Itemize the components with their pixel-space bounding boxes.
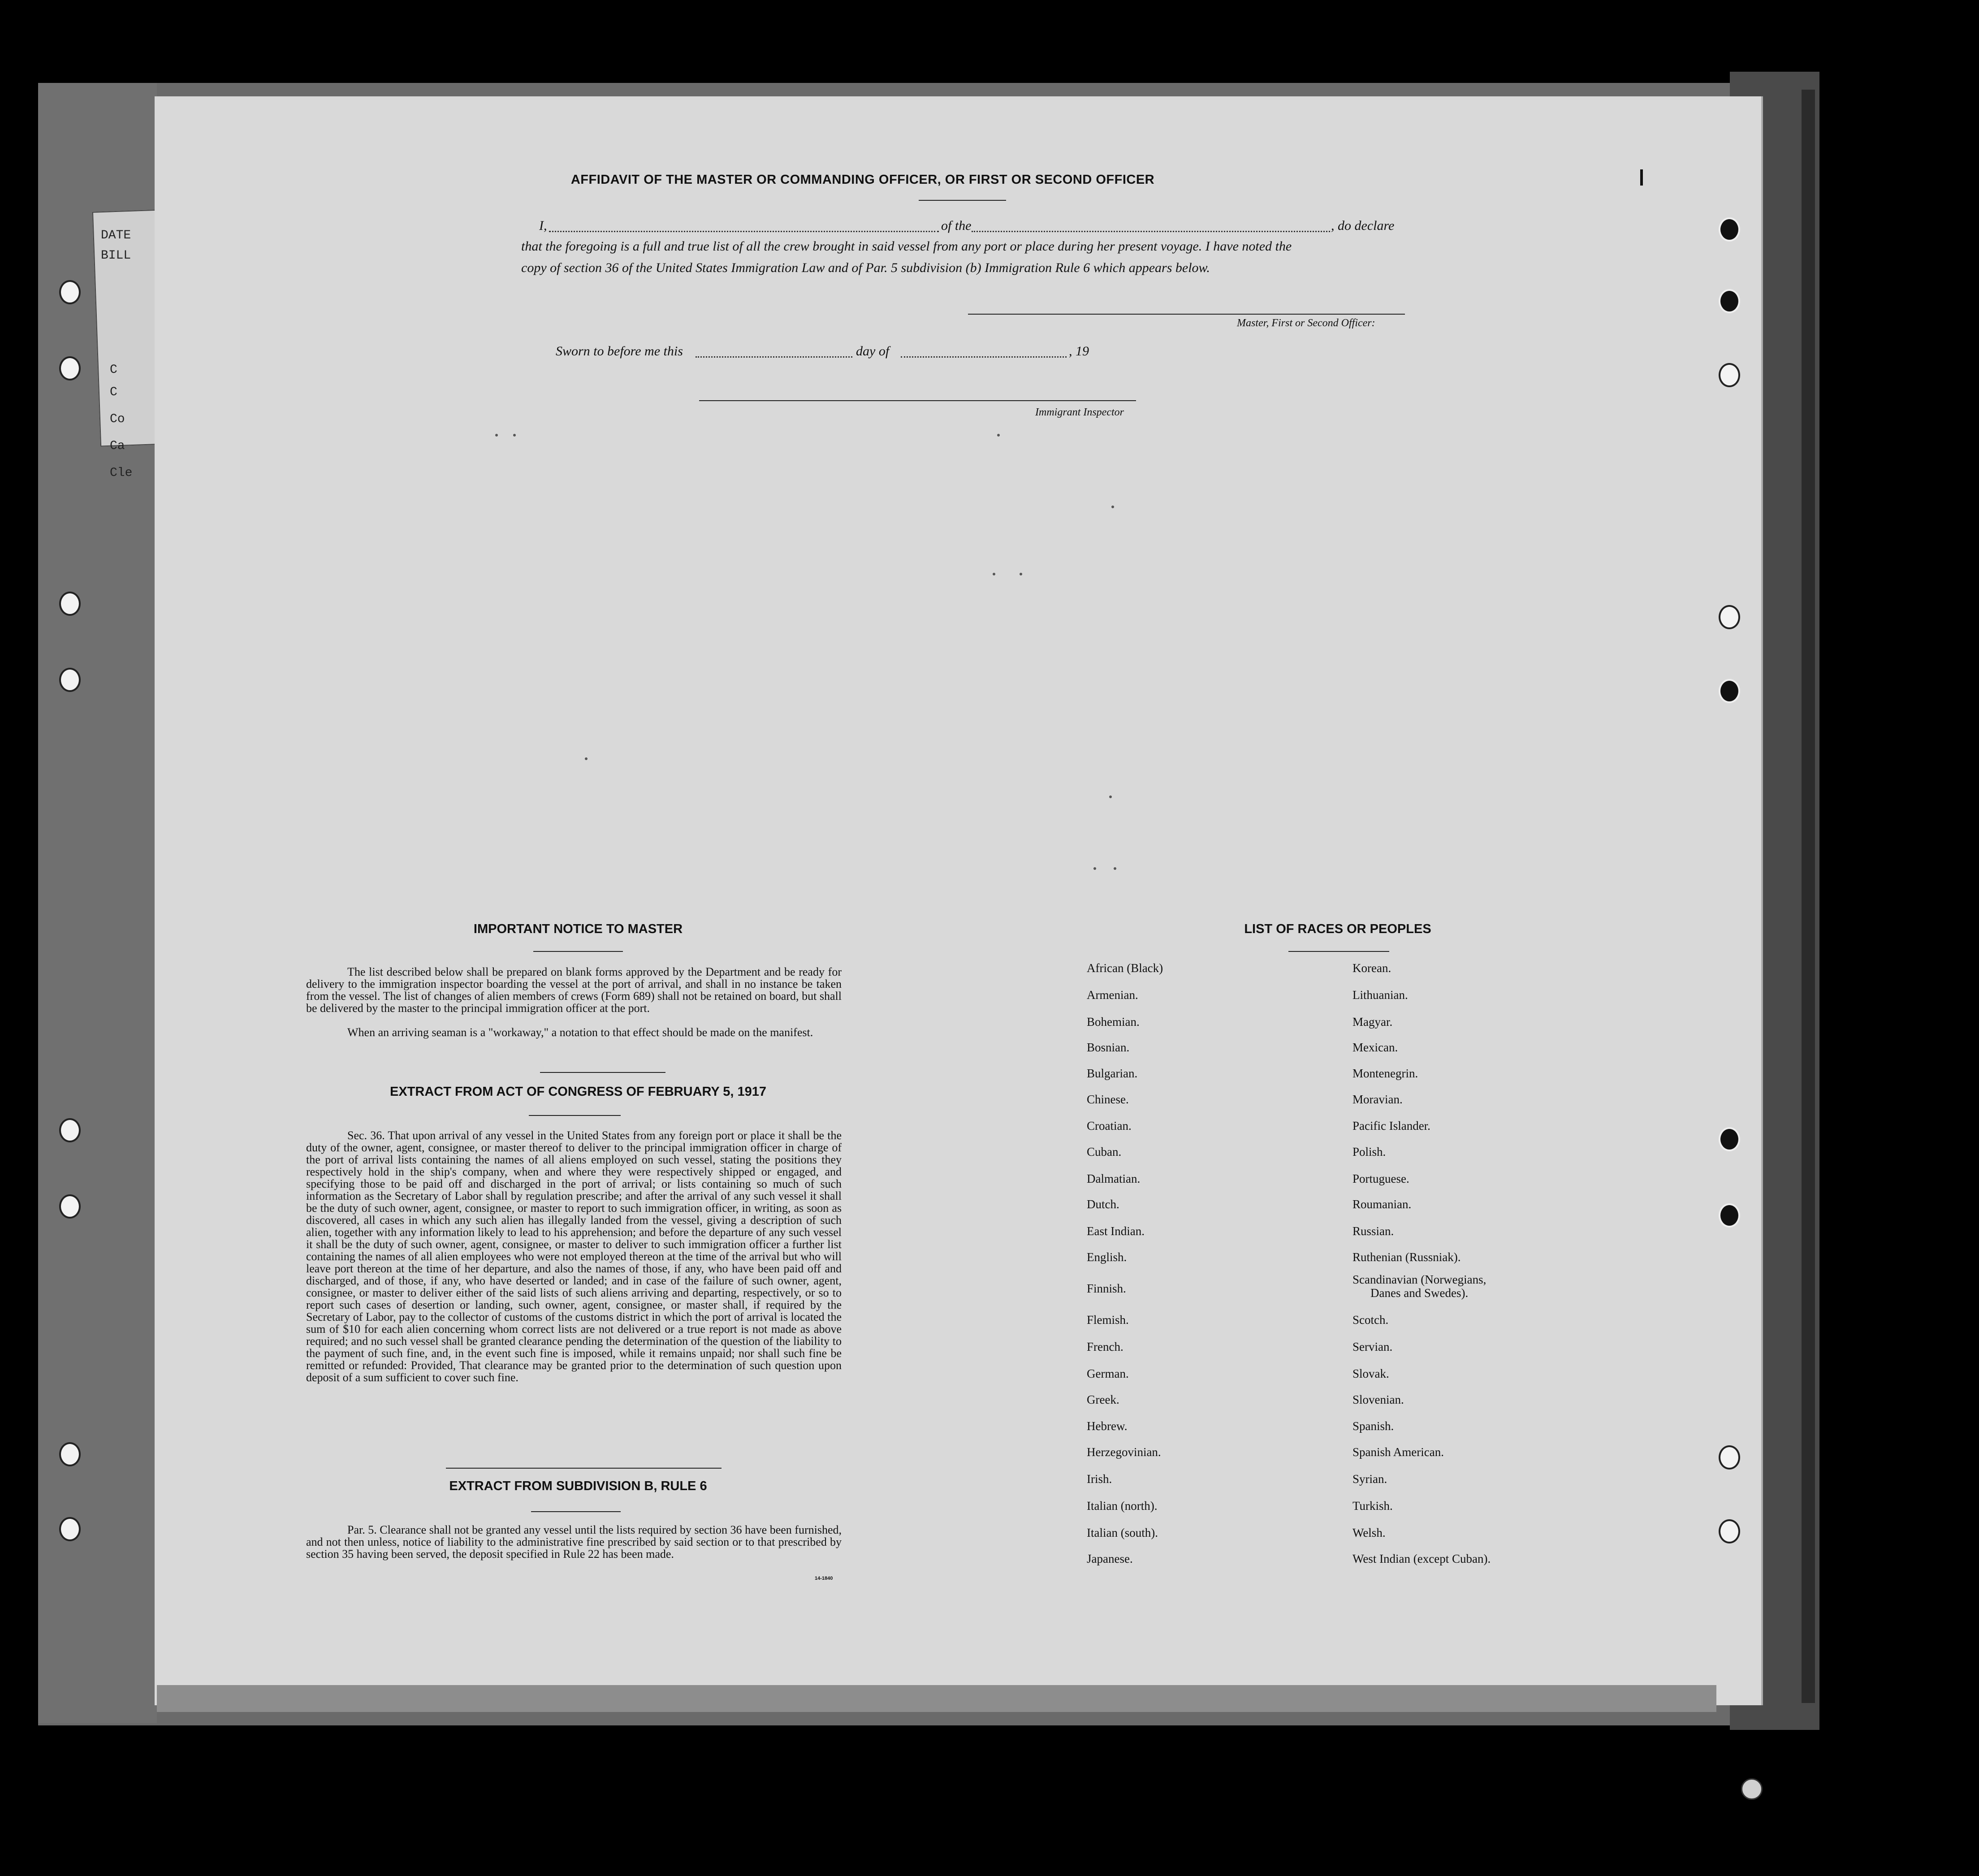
line1-of-the: of the [941, 218, 972, 233]
race-item: Turkish. [1352, 1499, 1393, 1513]
race-item: Scotch. [1352, 1313, 1389, 1327]
tab-label: BILL [101, 249, 131, 263]
race-item: Montenegrin. [1352, 1067, 1418, 1080]
race-item: English. [1087, 1250, 1127, 1264]
binder-hole [1719, 605, 1740, 629]
page-mark [1640, 169, 1643, 186]
binder-hole [59, 1118, 81, 1142]
sheet-bottom-shadow [157, 1685, 1716, 1712]
race-item: Servian. [1352, 1340, 1393, 1353]
race-item: Moravian. [1352, 1093, 1403, 1106]
tab-label: Co [110, 412, 125, 426]
binder-hole [1719, 1127, 1740, 1151]
race-item: Finnish. [1087, 1282, 1126, 1295]
bleed-mark [1109, 795, 1112, 798]
race-item: Bosnian. [1087, 1041, 1130, 1054]
act-extract-text: Sec. 36. That upon arrival of any vessel in the United States from any foreign port or place it shall be the duty of the owner, agent, consignee, or master thereof to deliver to the principal immigration officer in charge of the port of arrival lists containing the names of all aliens employed on such vessel, stating the positions they respectively hold in the ship's company, when and where they were respectively shipped or engaged, and specifying those to be paid off and discharged in the port of arrival; or lists containing so much of such information as the Secretary of Labor shall by regulation prescribe; and after the arrival of any such vessel it shall be the duty of such owner, agent, consignee, or master to report to such immigration officer, in writing, as soon as discovered, all cases in which any such alien has illegally landed from the vessel, giving a description of such alien, together with any information likely to lead to his apprehension; and before the departure of any such vessel it shall be the duty of such owner, agent, consignee, or master to deliver to such immigration officer a further list containing the names of all alien employees who were not employed thereon at the time of the arrival but who will leave port thereon at the time of her departure, and also the names of those, if any, who have been paid off and discharged, and of those, if any, who have deserted or landed; and in case of the failure of such owner, agent, consignee, or master to deliver either of the said lists of such aliens arriving and departing, respectively, or so to report such cases of desertion or landing, such owner, agent, consignee, or master shall, if required by the Secretary of Labor, pay to the collector of customs of the customs district in which the port of arrival is located the sum of $10 for each alien concerning whom correct lists are not delivered or a true report is not made as above required; and no such vessel shall be granted clearance pending the determination of the question of the liability to the payment of such fine, and, in the event such fine is imposed, while it remains unpaid; nor shall such fine be remitted or refunded: Provided, That clearance may be granted prior to the determination of such question upon deposit of a sum sufficient to cover such fine. [306, 1129, 842, 1384]
form-sheet [155, 96, 1761, 1705]
race-item: Greek. [1087, 1393, 1119, 1406]
race-item: Chinese. [1087, 1093, 1129, 1106]
race-item: Italian (north). [1087, 1499, 1158, 1513]
race-item: Armenian. [1087, 988, 1138, 1002]
race-item: African (Black) [1087, 961, 1163, 975]
notice-rule [533, 951, 623, 952]
binder-hole [59, 1194, 81, 1219]
bleed-mark [585, 757, 588, 760]
race-item: Korean. [1352, 961, 1391, 975]
section-rule [540, 1072, 665, 1073]
races-rule [1288, 951, 1389, 952]
race-item: Lithuanian. [1352, 988, 1408, 1002]
bleed-mark [1093, 867, 1096, 870]
race-item: Italian (south). [1087, 1526, 1158, 1539]
race-item: Hebrew. [1087, 1419, 1128, 1433]
race-item: Syrian. [1352, 1472, 1387, 1486]
race-item: Russian. [1352, 1224, 1394, 1238]
affidavit-line2: that the foregoing is a full and true list of all the crew brought in said vessel from any port or place during her present voyage. I have noted the [521, 239, 1292, 254]
master-signature-line[interactable] [968, 314, 1405, 315]
races-heading: LIST OF RACES OR PEOPLES [1244, 922, 1431, 936]
binder-hole [59, 1442, 81, 1466]
inspector-signature-line[interactable] [699, 400, 1136, 401]
binder-hole [59, 280, 81, 304]
affidavit-line3: copy of section 36 of the United States Immigration Law and of Par. 5 subdivision (b) Immigration Rule 6 which appears below. [521, 260, 1210, 275]
binder-hole [1719, 679, 1740, 703]
day-of-label: day of [856, 344, 890, 359]
race-item: Slovenian. [1352, 1393, 1404, 1406]
race-item: Slovak. [1352, 1367, 1389, 1380]
name-field[interactable] [549, 231, 939, 232]
bleed-mark [1114, 867, 1116, 870]
binder-hole [59, 356, 81, 380]
race-item: German. [1087, 1367, 1129, 1380]
notice-heading: IMPORTANT NOTICE TO MASTER [473, 922, 683, 936]
binder-hole [59, 668, 81, 692]
rule-extract-heading: EXTRACT FROM SUBDIVISION B, RULE 6 [449, 1479, 707, 1493]
race-item: Roumanian. [1352, 1197, 1412, 1211]
race-item: Japanese. [1087, 1552, 1133, 1565]
race-item: Scandinavian (Norwegians, [1352, 1273, 1486, 1286]
affidavit-title: AFFIDAVIT OF THE MASTER OR COMMANDING OFFICER, OR FIRST OR SECOND OFFICER [570, 173, 1155, 187]
binder-hole [59, 1517, 81, 1541]
race-item: Cuban. [1087, 1145, 1122, 1158]
sworn-month-field[interactable] [901, 356, 1067, 358]
race-item: Ruthenian (Russniak). [1352, 1250, 1461, 1264]
section-rule [446, 1468, 722, 1469]
binder-hole [1741, 1778, 1763, 1800]
race-item: Bohemian. [1087, 1015, 1140, 1029]
binder-hole [1719, 1519, 1740, 1543]
race-item: Pacific Islander. [1352, 1119, 1430, 1133]
line1-declare: , do declare [1331, 218, 1395, 233]
race-item: Polish. [1352, 1145, 1386, 1158]
binder-hole [1719, 363, 1740, 387]
bleed-mark [993, 573, 995, 575]
binder-hole [1719, 289, 1740, 313]
rule-extract-text: Par. 5. Clearance shall not be granted any vessel until the lists required by section 36 have been furnished, and not then unless, notice of liability to the administrative fine prescribed by said section or to that prescribed by section 35 having been served, the deposit specified in Rule 22 has been made. [306, 1523, 842, 1560]
binder-hole [1719, 1445, 1740, 1470]
act-rule [529, 1115, 621, 1116]
year-label: , 19 [1069, 344, 1089, 359]
race-item: Dutch. [1087, 1197, 1119, 1211]
bleed-mark [997, 434, 1000, 437]
binder-hole [59, 592, 81, 616]
bleed-mark [1020, 573, 1022, 575]
tab-label: DATE [101, 229, 131, 242]
race-item: East Indian. [1087, 1224, 1145, 1238]
tab-label: Cle [110, 466, 133, 480]
binder-hole [1719, 217, 1740, 242]
vessel-field[interactable] [972, 231, 1330, 232]
bleed-mark [495, 434, 498, 437]
race-item: Herzegovinian. [1087, 1445, 1161, 1459]
race-item: Flemish. [1087, 1313, 1129, 1327]
race-item-continuation: Danes and Swedes). [1370, 1286, 1469, 1300]
binder-hole [1719, 1203, 1740, 1228]
notice-para1: The list described below shall be prepared on blank forms approved by the Department and be ready for delivery to the immigration inspector boarding the vessel at the port of arrival, and shall in no instance be taken from the vessel. The list of changes of alien members of crews (Form 689) shall not be retained on board, but shall be delivered by the master to the principal immigration officer at the port. [306, 965, 842, 1015]
race-item: Mexican. [1352, 1041, 1398, 1054]
act-extract-heading: EXTRACT FROM ACT OF CONGRESS OF FEBRUARY 5, 1917 [389, 1085, 767, 1099]
backing-edge-shadow [1802, 90, 1815, 1703]
bleed-mark [1111, 506, 1114, 508]
race-item: Magyar. [1352, 1015, 1393, 1029]
line1-i: I, [539, 218, 547, 233]
race-item: Portuguese. [1352, 1172, 1409, 1185]
race-item: Welsh. [1352, 1526, 1386, 1539]
sworn-label: Sworn to before me this [556, 344, 683, 359]
inspector-label: Immigrant Inspector [1035, 406, 1124, 418]
race-item: West Indian (except Cuban). [1352, 1552, 1491, 1565]
tab-label: C [110, 385, 117, 399]
bleed-mark [513, 434, 516, 437]
form-number: 14-1840 [815, 1576, 833, 1581]
race-item: Spanish American. [1352, 1445, 1444, 1459]
race-item: Spanish. [1352, 1419, 1394, 1433]
tab-label: Ca [110, 439, 125, 453]
title-rule [919, 200, 1006, 201]
notice-para2: When an arriving seaman is a "workaway," a notation to that effect should be made on the manifest. [347, 1026, 813, 1039]
race-item: Croatian. [1087, 1119, 1132, 1133]
race-item: French. [1087, 1340, 1123, 1353]
race-item: Bulgarian. [1087, 1067, 1138, 1080]
rule-rule [531, 1511, 621, 1512]
master-label: Master, First or Second Officer: [1237, 317, 1375, 329]
race-item: Dalmatian. [1087, 1172, 1141, 1185]
tab-label: C [110, 363, 117, 377]
race-item: Irish. [1087, 1472, 1112, 1486]
sworn-day-field[interactable] [696, 356, 852, 358]
